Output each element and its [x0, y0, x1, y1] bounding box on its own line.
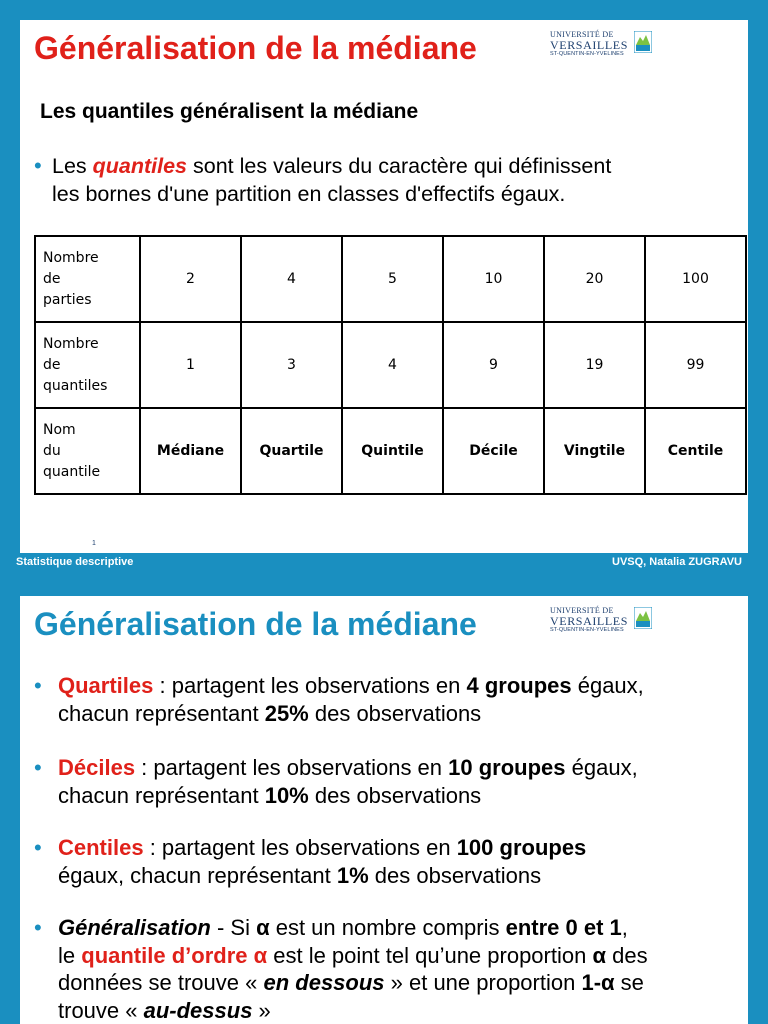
- logo-line-3: ST-QUENTIN-EN-YVELINES: [550, 627, 624, 633]
- title-bar: [20, 20, 526, 80]
- title-bar: [20, 596, 526, 656]
- slide-2: Généralisation de la médiane UNIVERSITÉ DE VERSAILLES ST-QUENTIN-EN-YVELINES • Quartiles : partagent les observations en 4 groupes égaux, chacun représentant 25% des observations • Déciles : partagent les observations en 10 groupes égaux, chacun représentant 10% des observations • Centiles : partagent les observations en 100 groupes égaux, chacun représentant 1% des observations • Généralisation - Si α est un nombre compris entre 0 et 1, le quantile d’ordre α est le point tel qu’une proportion α des données se trouve « en dessous » et une proportion 1-α se trouve « au-dessus »: [20, 596, 748, 1024]
- table-cell: 100: [645, 236, 746, 322]
- logo-line-2: VERSAILLES: [550, 614, 628, 628]
- bullet-dot-icon: •: [34, 673, 42, 698]
- logo-line-1: UNIVERSITÉ DE: [550, 606, 614, 615]
- table-row: [35, 236, 746, 322]
- table-row: [35, 322, 746, 408]
- table-cell: Médiane: [140, 408, 241, 494]
- table-cell: 20: [544, 236, 645, 322]
- logo-line-1: UNIVERSITÉ DE: [550, 30, 614, 39]
- table-cell: Centile: [645, 408, 746, 494]
- bullet-dot-icon: •: [34, 835, 42, 860]
- bullet-dot-icon: •: [34, 153, 42, 178]
- logo-line-3: ST-QUENTIN-EN-YVELINES: [550, 51, 624, 57]
- slide-1: Généralisation de la médiane UNIVERSITÉ DE VERSAILLES ST-QUENTIN-EN-YVELINES Les quantiles généralisent la médiane • Les quantiles sont les valeurs du caractère qui définissent les bornes d'une partition en classes d'effectifs égaux. Nombre de parties 2 4 5 10 20 100 Nombre de quantiles 1 3 4 9 19 99 Nom du quantile Médiane Quartile Quintile Décile Vingtile Centile 1: [20, 20, 748, 553]
- row-header: Nom du quantile: [35, 408, 140, 494]
- row-header: Nombre de quantiles: [35, 322, 140, 408]
- bullet-dot-icon: •: [34, 915, 42, 940]
- row-header: Nombre de parties: [35, 236, 140, 322]
- logo-mark-icon: [634, 607, 652, 629]
- bullet-dot-icon: •: [34, 755, 42, 780]
- university-logo: [526, 20, 662, 82]
- table-cell: 99: [645, 322, 746, 408]
- table-cell: 2: [140, 236, 241, 322]
- slide-title: Généralisation de la médiane: [34, 30, 477, 66]
- quantiles-table: [34, 235, 747, 495]
- slide-title: Généralisation de la médiane: [34, 606, 477, 642]
- university-logo: [526, 596, 662, 658]
- table-cell: 4: [342, 322, 443, 408]
- footer-course-name: Statistique descriptive: [16, 556, 134, 568]
- table-cell: Décile: [443, 408, 544, 494]
- logo-line-2: VERSAILLES: [550, 38, 628, 52]
- footer-author: UVSQ, Natalia ZUGRAVU: [612, 556, 742, 568]
- table-cell: Quartile: [241, 408, 342, 494]
- table-cell: 4: [241, 236, 342, 322]
- table-cell: Quintile: [342, 408, 443, 494]
- highlight-quantiles: quantiles: [92, 154, 188, 178]
- table-cell: 19: [544, 322, 645, 408]
- table-row: [35, 408, 746, 494]
- logo-mark-icon: [634, 31, 652, 53]
- table-cell: 10: [443, 236, 544, 322]
- table-cell: 3: [241, 322, 342, 408]
- table-cell: 1: [140, 322, 241, 408]
- table-cell: 9: [443, 322, 544, 408]
- slide-number: 1: [92, 540, 96, 547]
- subtitle: Les quantiles généralisent la médiane: [40, 100, 419, 123]
- table-cell: 5: [342, 236, 443, 322]
- table-cell: Vingtile: [544, 408, 645, 494]
